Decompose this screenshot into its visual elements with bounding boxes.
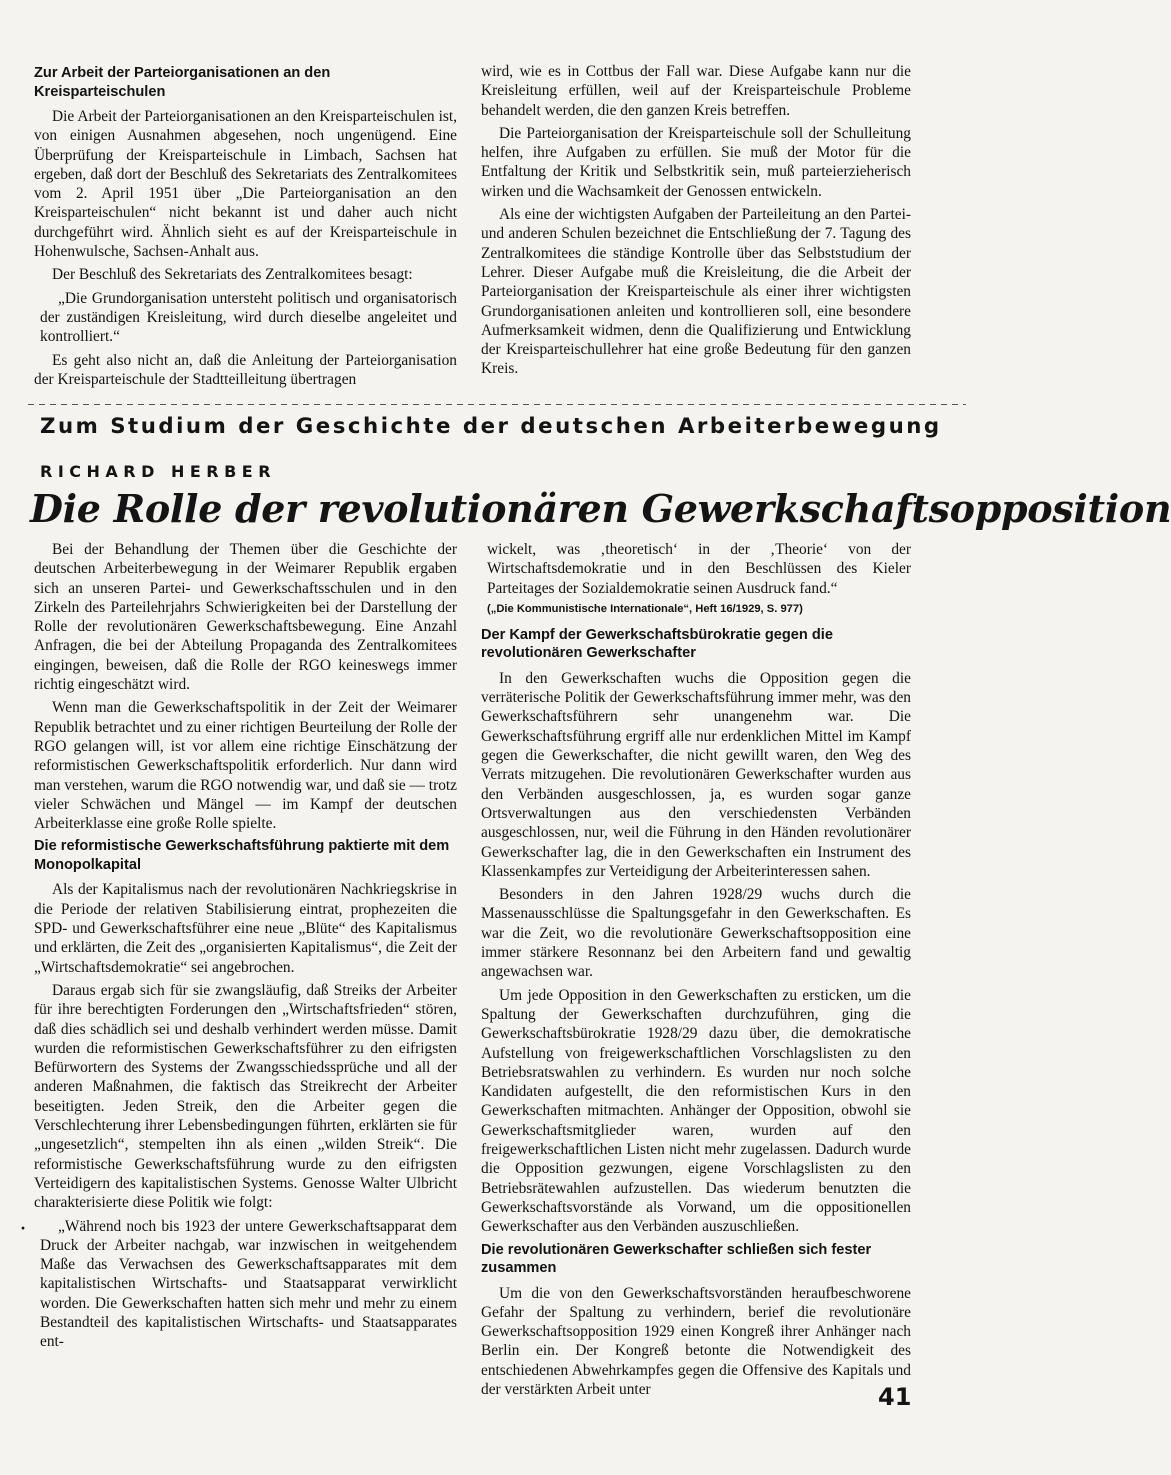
article-right-column bbox=[481, 540, 911, 1403]
section-heading-parteiorganisationen: Zur Arbeit der Parteiorganisationen an den Kreisparteischulen bbox=[34, 65, 331, 100]
paragraph: Der Beschluß des Sekretariats des Zentralkomitees besagt: bbox=[52, 266, 413, 284]
paragraph: Besonders in den Jahren 1928/29 wuchs durch die Massenausschlüsse die Spaltungsgefahr in den Gewerkschaften. Es war die Zeit, wo die revolutionäre Gewerkschaftsopposition eine immer stärkere Resonnanz bei den Arbeitern fand und gewaltig angewachsen war. bbox=[481, 886, 911, 981]
paragraph: Die Arbeit der Parteiorganisationen an den Kreisparteischulen ist, von einigen Ausnahmen abgesehen, noch ungenügend. Eine Überprüfung der Kreisparteischule in Limbach, Sachsen hat ergeben, daß dort der Beschluß des Sekretariats des Zentralkomitees vom 2. April 1951 über „Die Parteiorganisation an den Kreisparteischulen“ nicht bekannt ist und daher auch nicht durchgeführt wird. Ähnlich sieht es auf der Kreisparteischule in Hohenwulsche, Sachsen-Anhalt aus. bbox=[34, 108, 457, 261]
author-name: RICHARD HERBER bbox=[40, 462, 277, 481]
top-left-column bbox=[34, 62, 457, 393]
article-left-column bbox=[34, 540, 457, 1356]
source-citation: („Die Kommunistische Internationale“, Heft 16/1929, S. 977) bbox=[487, 602, 803, 615]
paragraph: Um die von den Gewerkschaftsvorständen heraufbeschworene Gefahr der Spaltung zu verhindern, berief die revolutionäre Gewerkschaftsopposition 1929 einen Kongreß ihrer Anhänger nach Berlin ein. Der Kongreß betonte die Notwendigkeit des entschiedenen Abwehrkampfes gegen die Offensive des Kapitals und der verstärkten Arbeit unter bbox=[481, 1284, 911, 1398]
series-title: Zum Studium der Geschichte der deutschen Arbeiterbewegung bbox=[40, 414, 942, 439]
article-title: Die Rolle der revolutionären Gewerkschaftsopposition bbox=[30, 486, 1171, 531]
quotation: „Die Grundorganisation untersteht politisch und organisatorisch der zuständigen Kreisleitung, wird durch dieselbe angeleitet und kontrolliert.“ bbox=[40, 289, 457, 346]
paragraph: Bei der Behandlung der Themen über die Geschichte der deutschen Arbeiterbewegung in der Weimarer Republik ergaben sich an unseren Partei- und Gewerkschaftsschulen und in den Zirkeln des Parteilehrjahrs Schwierigkeiten bei der Darstellung der Rolle der revolutionären Gewerkschaftsbewegung. Eine Anzahl Anfragen, die bei der Abteilung Propaganda des Zentralkomitees eingingen, beweisen, daß die Rolle der RGO keineswegs immer richtig eingeschätzt wird. bbox=[34, 541, 457, 694]
paragraph: Um jede Opposition in den Gewerkschaften zu ersticken, um die Spaltung der Gewerkschaften durchzuführen, ging die Gewerkschaftsbürokratie 1928/29 dazu über, die demokratische Aufstellung von freigewerkschaftlichen Vorschlagslisten zu den Betriebsratswahlen zu verhindern. Es wurden nur noch solche Kandidaten aufgestellt, die den reformistischen Kurs in den Gewerkschaften mitmachten. Anhänger der Opposition, obwohl sie Gewerkschaftsmitglieder waren, wurden auf den freigewerkschaftlichen Listen nicht mehr zugelassen. Dadurch wurde die Opposition gezwungen, eigene Vorschlagslisten zu den Betriebsrätewahlen aufzustellen. Das wiederum benutzten die Gewerkschaftsvorstände als Vorwand, um die oppositionellen Gewerkschafter aus den Verbänden auszuschließen. bbox=[481, 986, 911, 1236]
subheading-zusammenschluss: Die revolutionären Gewerkschafter schließen sich fester zusammen bbox=[481, 1241, 872, 1276]
quotation-continued: wickelt, was ‚theoretisch‘ in der ‚Theorie‘ von der Wirtschaftsdemokratie und in den Beschlüssen des Kieler Parteitages der Sozialdemokratie seinen Ausdruck fand.“ bbox=[487, 541, 911, 597]
paragraph: Die Parteiorganisation der Kreisparteischule soll der Schulleitung helfen, ihre Aufgaben zu erfüllen. Sie muß der Motor für die Entfaltung der Kritik und Selbstkritik sein, muß parteierzieherisch wirken und die Wachsamkeit der Genossen entwickeln. bbox=[481, 124, 911, 200]
top-right-column bbox=[481, 62, 911, 383]
subheading-kampf: Der Kampf der Gewerkschaftsbürokratie gegen die revolutionären Gewerkschafter bbox=[481, 626, 833, 662]
subheading-reformistische: Die reformistische Gewerkschaftsführung paktierte mit dem Monopolkapital bbox=[34, 838, 450, 873]
section-divider bbox=[28, 404, 966, 405]
margin-mark: · bbox=[20, 1218, 27, 1238]
page-number: 41 bbox=[878, 1383, 912, 1411]
paragraph: In den Gewerkschaften wuchs die Opposition gegen die verräterische Politik der Gewerkschaftsführung immer mehr, was den Gewerkschaftsführern sehr unangenehm war. Die Gewerkschaftsführung ergriff alle nur erdenklichen Mittel im Kampf gegen die Gewerkschafter, die nicht gewillt waren, den Weg des Verrats mitzugehen. Die revolutionären Gewerkschafter wurden aus den Verbänden ausgeschlossen, ja, es wurden sogar ganze Ortsverwaltungen aus den verschiedensten Verbänden ausgeschlossen, nur, weil die Führung in den Händen revolutionärer Gewerkschafter lag, die in den Gewerkschaften ein Instrument des Klassenkampfes zur Verteidigung der Arbeiterinteressen sahen. bbox=[481, 669, 911, 880]
paragraph: Daraus ergab sich für sie zwangsläufig, daß Streiks der Arbeiter für ihre berechtigten Forderungen den „Wirtschaftsfrieden“ stören, daß dies schädlich sei und deshalb verhindert werden müsse. Damit wurden die reformistischen Gewerkschaftsführer zu den eifrigsten Befürwortern des Systems der Zwangsschiedssprüche und all der anderen Maßnahmen, die faktisch das Streikrecht der Arbeiter beseitigten. Jeden Streik, den die Arbeiter gegen die Verschlechterung ihrer Lebensbedingungen führten, erklärten sie für „ungesetzlich“, stempelten ihn als einen „wilden Streik“. Die reformistische Gewerkschaftsführung wurde zu den eifrigsten Verteidigern des kapitalistischen Systems. Genosse Walter Ulbricht charakterisierte diese Politik wie folgt: bbox=[34, 981, 457, 1212]
paragraph: Als der Kapitalismus nach der revolutionären Nachkriegskrise in die Periode der relativen Stabilisierung eintrat, prophezeiten die SPD- und Gewerkschaftsführer eine neue „Blüte“ des Kapitalismus und erklärten, die Zeit des „organisierten Kapitalismus“, die Zeit der „Wirtschaftsdemokratie“ sei angebrochen. bbox=[34, 881, 457, 976]
paragraph: Es geht also nicht an, daß die Anleitung der Parteiorganisation der Kreisparteischule der Stadtteilleitung übertragen bbox=[34, 351, 457, 388]
paragraph: Wenn man die Gewerkschaftspolitik in der Zeit der Weimarer Republik betrachtet und zu einer richtigen Beurteilung der Rolle der RGO gelangen will, ist vor allem eine richtige Einschätzung der reformistischen Gewerkschaftspolitik erforderlich. Nur dann wird man verstehen, warum die RGO notwendig war, und daß sie — trotz vieler Schwächen und Mängel — im Kampf der deutschen Arbeiterklasse eine große Rolle spielte. bbox=[34, 699, 457, 833]
paragraph: wird, wie es in Cottbus der Fall war. Diese Aufgabe kann nur die Kreisleitung erfüllen, weil auf der Kreisparteischule Probleme behandelt werden, die den ganzen Kreis betreffen. bbox=[481, 63, 911, 119]
quotation: „Während noch bis 1923 der untere Gewerkschaftsapparat dem Druck der Arbeiter nachgab, war inzwischen in weitgehendem Maße das Verwachsen des Gewerkschaftsapparates mit dem kapitalistischen Wirtschafts- und Staatsapparat verwirklicht worden. Die Gewerkschaften hatten sich mehr und mehr zu einem Bestandteil des kapitalistischen Wirtschafts- und Staatsapparates ent- bbox=[40, 1217, 457, 1351]
paragraph: Als eine der wichtigsten Aufgaben der Parteileitung an den Partei- und anderen Schulen bezeichnet die Entschließung der 7. Tagung des Zentralkomitees die ständige Kontrolle über das Selbststudium der Lehrer. Dieser Aufgabe muß die Kreisleitung, die die Arbeit der Parteiorganisation der Kreisparteischule als einer ihrer wichtigsten Grundorganisationen anleiten und kontrollieren soll, eine besondere Aufmerksamkeit widmen, denn die Qualifizierung und Entwicklung der Kreisparteischullehrer hat eine große Bedeutung für den ganzen Kreis. bbox=[481, 206, 911, 378]
